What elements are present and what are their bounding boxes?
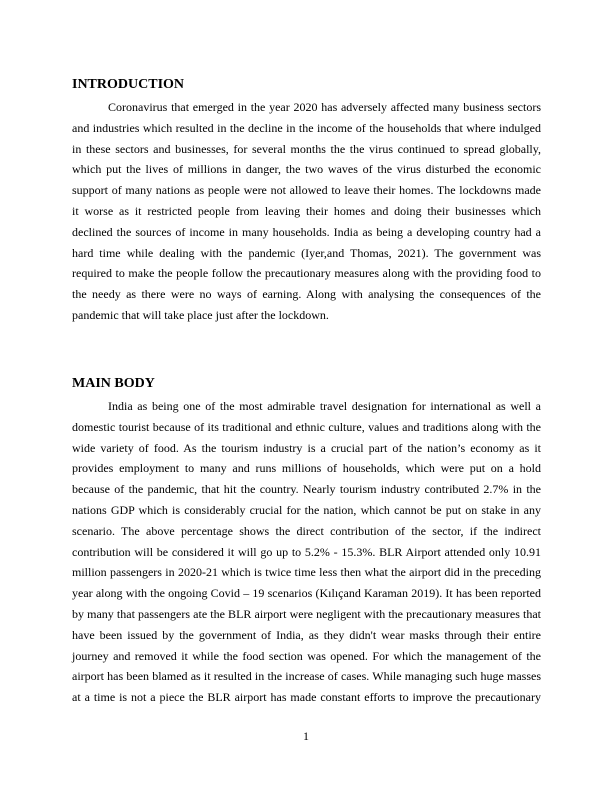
introduction-paragraph-line: support of many nations as people were not allowed to leave their homes. The lockdowns made	[72, 183, 541, 198]
main-body-paragraph-line: because of the pandemic, that hit the country. Nearly tourism industry contributed 2.7% in the	[72, 482, 541, 497]
main-body-paragraph-line: domestic tourist because of its traditional and ethnic culture, values and traditions along with the	[72, 419, 541, 434]
introduction-paragraph-line: declined the sources of income in many households. India as being a developing country had a	[72, 224, 541, 239]
introduction-paragraph-line: required to make the people follow the precautionary measures along with the providing food to	[72, 266, 541, 281]
main-body-paragraph-line: airport has been blamed as it resulted in the increase of cases. While managing such huge masses	[72, 669, 541, 684]
section-heading-introduction: INTRODUCTION	[72, 77, 185, 92]
introduction-paragraph-line: hard time while dealing with the pandemic (Iyer,and Thomas, 2021). The government was	[72, 245, 541, 260]
introduction-paragraph-line: and industries which resulted in the decline in the income of the households that where indulged	[72, 120, 541, 135]
main-body-paragraph-line: wide variety of food. As the tourism industry is a crucial part of the nation’s economy as it	[72, 440, 541, 455]
main-body-paragraph	[72, 396, 541, 708]
main-body-paragraph-line: million passengers in 2020-21 which is twice time less then what the airport did in the preceding	[72, 565, 541, 580]
introduction-paragraph-line: which put the lives of millions in danger, the two waves of the virus disturbed the economic	[72, 162, 541, 177]
main-body-paragraph-line: have been issued by the government of India, as they didn't wear masks through their entire	[72, 627, 541, 642]
introduction-paragraph-line: pandemic that will take place just after the lockdown.	[72, 307, 329, 322]
main-body-paragraph-line: by many that passengers ate the BLR airport were negligent with the precautionary measures that	[72, 606, 541, 621]
main-body-paragraph-line: provides employment to many and runs millions of households, which were put on a hold	[72, 461, 541, 476]
introduction-paragraph-line: in these sectors and businesses, for several months the the virus continued to spread globally,	[72, 141, 541, 156]
introduction-section	[72, 73, 541, 326]
main-body-paragraph-line: at a time is not a piece the BLR airport has made constant efforts to improve the precautionary	[72, 690, 541, 705]
section-heading-main-body: MAIN BODY	[72, 376, 155, 391]
introduction-paragraph-line: the needy as there were no ways of earning. Along with analysing the consequences of the	[72, 287, 541, 302]
main-body-paragraph-line: nations GDP which is considerably crucial for the nation, which cannot be put on stake in any	[72, 502, 541, 517]
main-body-paragraph-line: contribution will be considered it will go up to 5.2% - 15.3%. BLR Airport attended only 10.91	[72, 544, 541, 559]
introduction-paragraph-line: Coronavirus that emerged in the year 2020 has adversely affected many business sectors	[108, 100, 541, 114]
introduction-paragraph-line: it worse as it restricted people from leaving their homes and doing their businesses which	[72, 203, 541, 218]
main-body-paragraph-line: year along with the ongoing Covid – 19 scenarios (Kılıçand Karaman 2019). It has been reported	[72, 586, 541, 601]
introduction-paragraph	[72, 97, 541, 326]
main-body-paragraph-line: India as being one of the most admirable travel designation for international as well a	[108, 399, 541, 413]
main-body-section	[72, 372, 541, 708]
page-number: 1	[303, 729, 309, 743]
main-body-paragraph-line: scenario. The above percentage shows the direct contribution of the sector, if the indirect	[72, 523, 541, 538]
main-body-paragraph-line: journey and removed it while the food section was opened. For which the management of the	[72, 648, 541, 663]
